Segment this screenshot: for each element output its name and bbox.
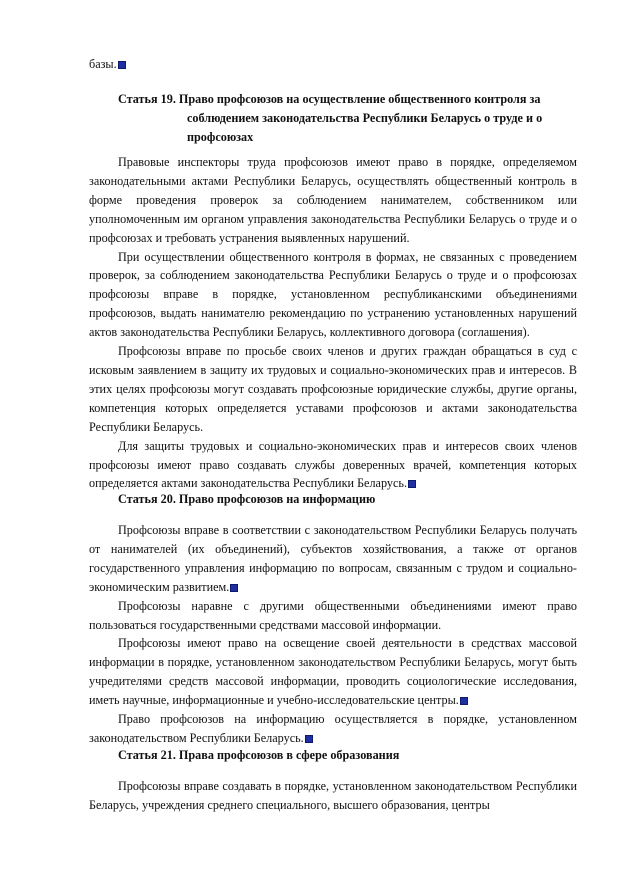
article-21-paragraph-1: Профсоюзы вправе создавать в порядке, установленном законодательством Республики Беларусь, учреждения среднего специального, высшего образования, центры [89,779,577,812]
edit-marker-icon[interactable] [408,480,416,488]
article-20-paragraph-3 [89,634,577,710]
article-19-body [89,153,577,493]
article-21-heading [89,746,577,765]
article-19-paragraph-3: Профсоюзы вправе по просьбе своих членов и других граждан обращаться в суд с исковым заявлением в защиту их трудовых и социально-экономических прав и интересов. В этих целях профсоюзы могут создавать профсоюзные юридические службы, другие органы, компетенция которых определяется уставами профсоюзов и актами законодательства Республики Беларусь. [89,344,577,434]
article-21-title: Статья 21. Права профсоюзов в сфере образования [118,748,400,762]
edit-marker-icon[interactable] [460,697,468,705]
article-20-heading [89,490,577,509]
article-20-paragraph-4-text: Право профсоюзов на информацию осуществляется в порядке, установленном законодательством Республики Беларусь. [89,712,577,745]
article-20-paragraph-2: Профсоюзы наравне с другими общественными объединениями имеют право пользоваться государственными средствами массовой информации. [89,598,577,632]
article-20-paragraph-1-text: Профсоюзы вправе в соответствии с законодательством Республики Беларусь получать от нанимателей (их объединений), субъектов хозяйствования, а также от органов государственного управления информацию по вопросам, связанным с трудом и социально-экономическим развитием. [89,523,577,594]
article-19-paragraph-4-text: Для защиты трудовых и социально-экономических прав и интересов своих членов профсоюзы имеют право создавать службы доверенных врачей, компетенция которых определяется актами законодательства Республики Беларусь. [89,438,577,491]
article-19-paragraph-4 [89,437,577,494]
top-fragment [89,55,577,74]
article-19-heading [89,90,577,147]
top-fragment-text: базы. [89,57,117,71]
article-20-body [89,521,577,748]
article-19-paragraph-1: Правовые инспекторы труда профсоюзов имеют право в порядке, определяемом законодательными актами Республики Беларусь, осуществлять общественный контроль в форме проведения проверок за соблюдением нанимателем, собственником или уполномоченным им органом управления законодательства Республики Беларусь о труде и о профсоюзах и требовать устранения выявленных нарушений. [89,155,577,245]
edit-marker-icon[interactable] [230,584,238,592]
article-19-title-line2: соблюдением законодательства Республики Беларусь о труде и о [187,110,543,125]
article-20-paragraph-3-text: Профсоюзы имеют право на освещение своей деятельности в средствах массовой информации в порядке, установленном законодательством Республики Беларусь, могут быть учредителями средств массовой информации, проводить социологические исследования, иметь научные, информационные и учебно-исследовательские центры. [89,636,577,708]
article-19-title-line3: профсоюзах [187,129,254,144]
edit-marker-icon[interactable] [118,61,126,69]
article-20-title: Статья 20. Право профсоюзов на информацию [118,492,376,506]
edit-marker-icon[interactable] [305,735,313,743]
article-19-title-line1: Статья 19. Право профсоюзов на осуществление общественного контроля за [118,92,541,106]
article-19-paragraph-2: При осуществлении общественного контроля в формах, не связанных с проведением проверок, за соблюдением законодательства Республики Беларусь о труде и о профсоюзах профсоюзы вправе в порядке, установленном республиканскими объединениями профсоюзов, выдать нанимателю рекомендацию по устранению установленных нарушений актов законодательства Республики Беларусь, коллективного договора (соглашения). [89,249,577,340]
article-20-paragraph-4 [89,710,577,748]
article-21-body [89,777,577,815]
article-20-paragraph-1 [89,521,577,597]
